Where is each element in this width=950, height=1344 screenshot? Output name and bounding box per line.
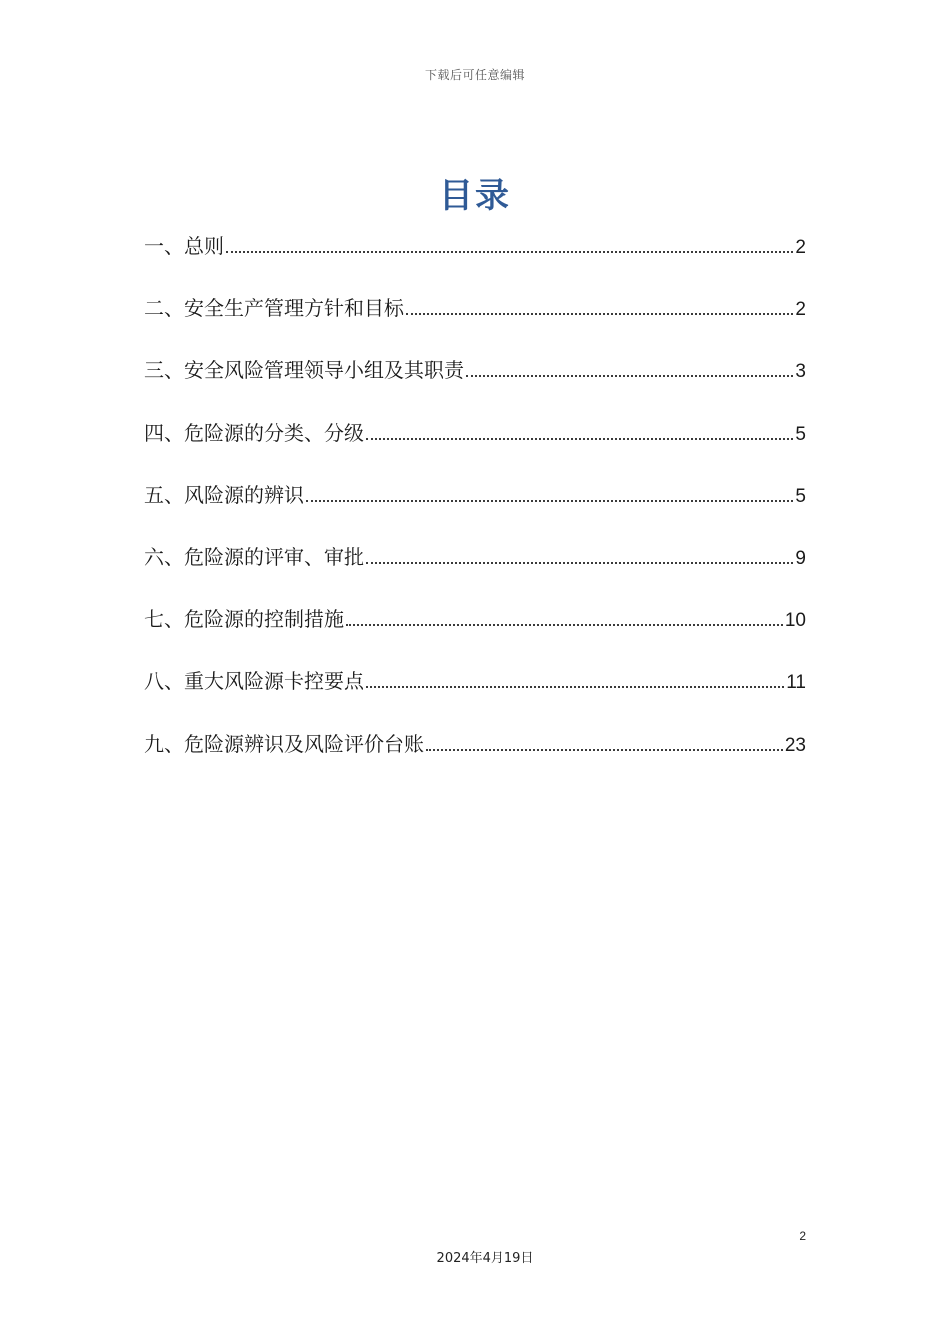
toc-entry[interactable] [144, 601, 806, 663]
dot-leader [366, 562, 793, 564]
toc-entry[interactable] [144, 726, 806, 788]
page-date: 2024年4月19日 [436, 1251, 534, 1266]
toc-entry[interactable] [144, 352, 806, 414]
toc-entry-label: 一、总则 [144, 234, 224, 258]
toc-entry-label: 七、危险源的控制措施 [144, 607, 344, 632]
page-number: 2 [799, 1229, 806, 1243]
toc-entry[interactable] [144, 290, 806, 352]
toc-entry-page: 10 [784, 610, 806, 632]
dot-leader [306, 500, 793, 502]
toc-entry-page: 3 [795, 361, 806, 383]
toc-entry-page: 2 [795, 299, 806, 321]
toc-entry-label: 六、危险源的评审、审批 [144, 544, 364, 569]
toc-entry-label: 八、重大风险源卡控要点 [144, 669, 364, 694]
toc-entry-label: 九、危险源辨识及风险评价台账 [144, 731, 424, 756]
toc-entry-label: 二、安全生产管理方针和目标 [144, 296, 404, 321]
toc-entry-page: 23 [784, 734, 806, 756]
toc-entry[interactable] [144, 539, 806, 601]
toc-entry-page: 2 [795, 237, 806, 258]
toc-entry[interactable] [144, 228, 806, 290]
dot-leader [366, 438, 793, 440]
toc-entry-page: 9 [795, 547, 806, 569]
toc-entry-page: 11 [786, 672, 806, 694]
dot-leader [226, 251, 793, 253]
toc-entry[interactable] [144, 415, 806, 477]
toc-entry-page: 5 [795, 485, 806, 507]
toc-entry-label: 五、风险源的辨识 [144, 482, 304, 507]
page-header: 下载后可任意编辑 [424, 68, 525, 82]
toc-entry[interactable] [144, 477, 806, 539]
toc-entry-label: 三、安全风险管理领导小组及其职责 [144, 358, 464, 383]
table-of-contents [144, 228, 806, 788]
dot-leader [466, 375, 793, 377]
dot-leader [406, 313, 793, 315]
dot-leader [346, 624, 783, 626]
dot-leader [426, 749, 783, 751]
toc-entry-label: 四、危险源的分类、分级 [144, 420, 364, 445]
toc-entry[interactable] [144, 663, 806, 725]
toc-entry-page: 5 [795, 423, 806, 445]
dot-leader [366, 686, 784, 688]
toc-title: 目录 [439, 176, 511, 216]
